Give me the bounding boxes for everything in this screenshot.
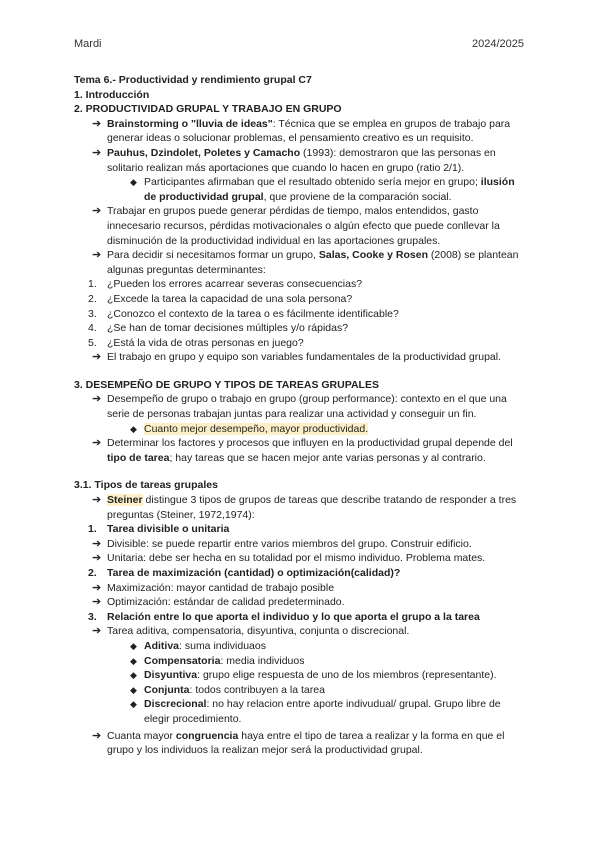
sub-list-item: ◆ Compensatoria: media individuos [74, 654, 526, 669]
section-1-heading: 1. Introducción [74, 88, 150, 101]
sub-list-item [74, 422, 526, 437]
list-item: ➔ Pauhus, Dzindolet, Poletes y Camacho (1993): demostraron que las personas en solitario realizan más aportaciones que cuando lo hacen en grupo (ratio 2/1). [74, 146, 526, 175]
section-3-1-heading: 3.1. Tipos de tareas grupales [74, 479, 218, 492]
list-item: ➔ Cuanta mayor congruencia haya entre el tipo de tarea a realizar y la forma en que el grupo y los individuos la realizan mejor será la productividad grupal. [74, 729, 526, 758]
numbered-item: 4. ¿Se han de tomar decisiones múltiples y/o rápidas? [88, 322, 349, 335]
diamond-bullet-icon: ◆ [130, 684, 137, 695]
arrow-bullet-icon: ➔ [92, 729, 102, 742]
sub-list-item: ◆ Disyuntiva: grupo elige respuesta de uno de los miembros (representante). [74, 668, 526, 683]
arrow-bullet-icon: ➔ [92, 146, 102, 159]
doc-title: Tema 6.- Productividad y rendimiento grupal C7 [74, 74, 312, 86]
arrow-bullet-icon: ➔ [92, 494, 102, 507]
arrow-bullet-icon: ➔ [92, 552, 102, 565]
numbered-item: 2. Tarea de maximización (cantidad) o optimización(calidad)? [88, 567, 401, 579]
list-item: ➔ Unitaria: debe ser hecha en su totalidad por el mismo individuo. Problema mates. [74, 551, 526, 566]
numbered-item: 3. Relación entre lo que aporta el individuo y lo que aporta el grupo a la tarea [88, 610, 480, 623]
list-item: ➔ El trabajo en grupo y equipo son variables fundamentales de la productividad grupal. [74, 350, 526, 365]
arrow-bullet-icon: ➔ [92, 625, 102, 638]
sub-list-item: ◆ Conjunta: todos contribuyen a la tarea [74, 683, 526, 698]
list-item: ➔ Para decidir si necesitamos formar un grupo, Salas, Cooke y Rosen (2008) se plantean algunas preguntas determinantes: [74, 248, 526, 277]
arrow-bullet-icon: ➔ [92, 581, 102, 594]
arrow-bullet-icon: ➔ [92, 117, 102, 130]
list-item: ➔ Maximización: mayor cantidad de trabajo posible [74, 581, 526, 596]
numbered-item: 1. ¿Pueden los errores acarrear severas consecuencias? [88, 278, 363, 291]
list-item: ➔ Trabajar en grupos puede generar pérdidas de tiempo, malos entendidos, gasto innecesario recursos, pérdidas motivacionales o algún efecto que puede conllevar la disminución de la productividad individual en las aportaciones grupales. [74, 204, 526, 248]
diamond-bullet-icon: ◆ [130, 640, 137, 651]
arrow-bullet-icon: ➔ [92, 393, 102, 406]
arrow-bullet-icon: ➔ [92, 205, 102, 218]
header-left: Mardi [74, 38, 102, 50]
arrow-bullet-icon: ➔ [92, 596, 102, 609]
arrow-bullet-icon: ➔ [92, 437, 102, 450]
list-item: ➔ Brainstorming o "lluvia de ideas": Técnica que se emplea en grupos de trabajo para generar ideas o solucionar problemas, el pensamiento creativo es un requisito. [74, 117, 526, 146]
diamond-bullet-icon: ◆ [130, 699, 137, 710]
diamond-bullet-icon: ◆ [130, 670, 137, 681]
numbered-item: 5. ¿Está la vida de otras personas en juego? [88, 336, 304, 349]
list-item: ➔ Optimización: estándar de calidad predeterminado. [74, 595, 526, 610]
section-2-heading: 2. PRODUCTIVIDAD GRUPAL Y TRABAJO EN GRUPO [74, 103, 342, 116]
sub-list-item: ◆ Discrecional: no hay relacion entre aporte indivudual/ grupal. Grupo libre de elegir procedimiento. [74, 697, 526, 726]
list-item: ➔ Determinar los factores y procesos que influyen en la productividad grupal depende del tipo de tarea; hay tareas que se hacen mejor ante varias personas y al contrario. [74, 436, 526, 465]
diamond-bullet-icon: ◆ [130, 177, 137, 188]
header-right: 2024/2025 [472, 38, 524, 50]
diamond-bullet-icon: ◆ [130, 655, 137, 666]
page-header [74, 37, 524, 52]
diamond-bullet-icon: ◆ [130, 423, 137, 434]
list-item: ➔ Tarea aditiva, compensatoria, disyuntiva, conjunta o discrecional. [74, 624, 526, 639]
section-3-heading: 3. DESEMPEÑO DE GRUPO Y TIPOS DE TAREAS GRUPALES [74, 378, 379, 391]
list-item: ➔ Steiner distingue 3 tipos de grupos de tareas que describe tratando de responder a tres preguntas (Steiner, 1972,1974): [74, 493, 526, 522]
document-body [74, 73, 526, 758]
sub-list-item: ◆ Participantes afirmaban que el resultado obtenido sería mejor en grupo; ilusión de productividad grupal, que proviene de la comparación social. [74, 175, 526, 204]
list-item: ➔ Desempeño de grupo o trabajo en grupo (group performance): contexto en el que una serie de personas trabajan juntas para realizar una actividad y conseguir un fin. [74, 392, 526, 421]
sub-list-item: ◆ Aditiva: suma individuaos [74, 639, 526, 654]
arrow-bullet-icon: ➔ [92, 351, 102, 364]
numbered-item: 3. ¿Conozco el contexto de la tarea o es fácilmente identificable? [88, 307, 399, 320]
numbered-item: 2. ¿Excede la tarea la capacidad de una sola persona? [88, 292, 353, 305]
arrow-bullet-icon: ➔ [92, 537, 102, 550]
numbered-item: 1. Tarea divisible o unitaria [88, 523, 230, 536]
highlighted-text: Cuanto mejor desempeño, mayor productividad. [144, 422, 369, 435]
list-item: ➔ Divisible: se puede repartir entre varios miembros del grupo. Construir edificio. [74, 537, 526, 552]
arrow-bullet-icon: ➔ [92, 249, 102, 262]
